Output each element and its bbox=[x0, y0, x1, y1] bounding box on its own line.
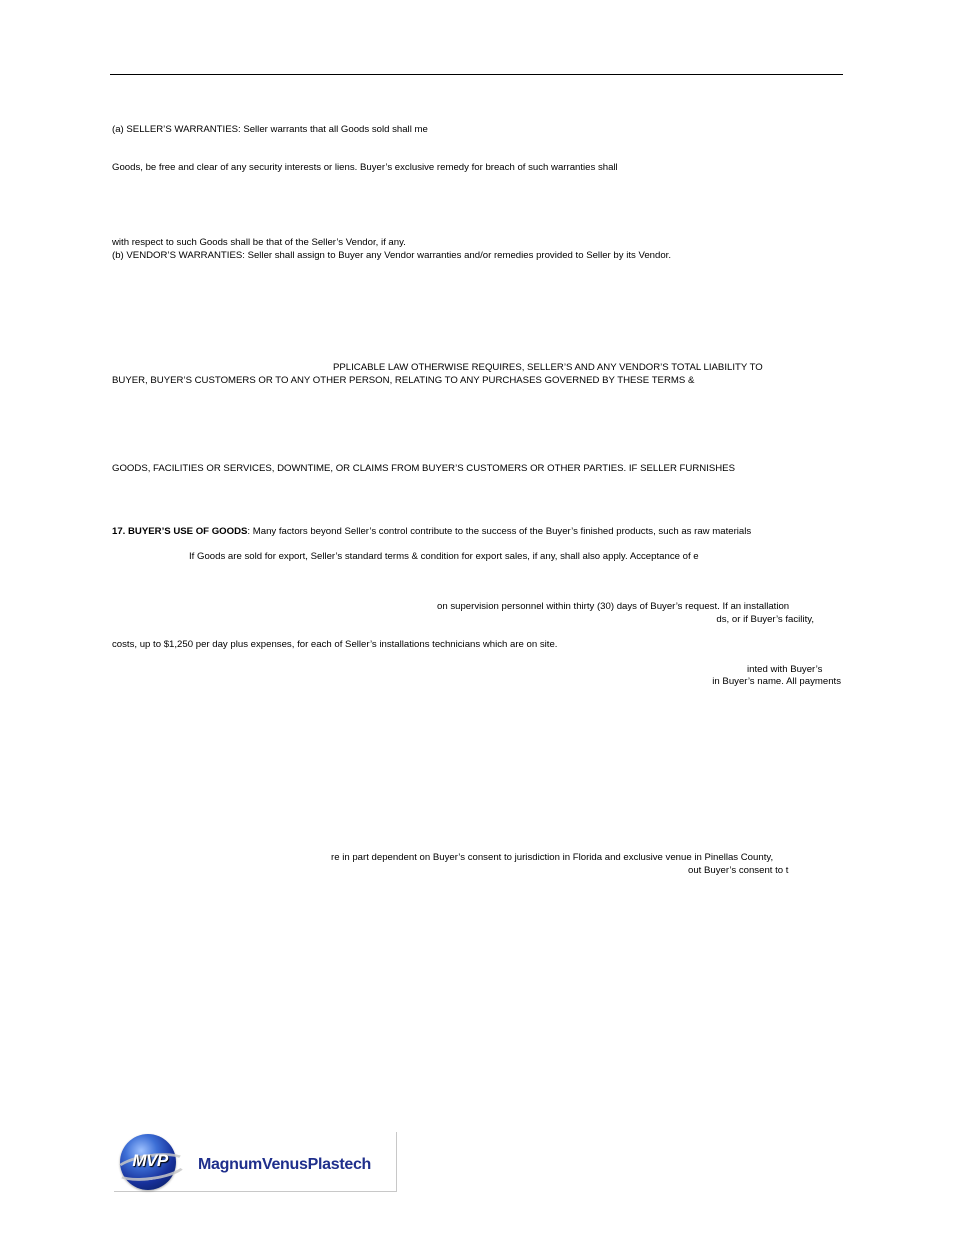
text-line-supervision: on supervision personnel within thirty (30) days of Buyer’s request. If an installation bbox=[437, 601, 790, 612]
section-17-text: : Many factors beyond Seller’s control contribute to the success of the Buyer’s finished products, such as raw materials bbox=[247, 526, 752, 537]
text-line-sellers-warranties: (a) SELLER’S WARRANTIES: Seller warrants that all Goods sold shall me bbox=[112, 124, 428, 135]
text-line-goods-facilities: GOODS, FACILITIES OR SERVICES, DOWNTIME, OR CLAIMS FROM BUYER’S CUSTOMERS OR OTHER PARTIES. IF SELLER FURNISHES bbox=[112, 463, 735, 474]
header-rule bbox=[110, 74, 843, 75]
text-line-export: If Goods are sold for export, Seller’s standard terms & condition for export sales, if any, shall also apply. Acceptance of e bbox=[189, 551, 699, 562]
text-line-buyers-name-payments: in Buyer’s name. All payments bbox=[712, 676, 841, 687]
text-line-buyer-customers: BUYER, BUYER’S CUSTOMERS OR TO ANY OTHER PERSON, RELATING TO ANY PURCHASES GOVERNED BY THESE TERMS & bbox=[112, 375, 695, 386]
text-line-jurisdiction: re in part dependent on Buyer’s consent to jurisdiction in Florida and exclusive venue in Pinellas County, bbox=[331, 852, 774, 863]
text-line-goods-free: Goods, be free and clear of any security interests or liens. Buyer’s exclusive remedy for breach of such warranties shall bbox=[112, 162, 618, 173]
text-line-vendors-warranties: (b) VENDOR’S WARRANTIES: Seller shall assign to Buyer any Vendor warranties and/or remedies provided to Seller by its Vendor. bbox=[112, 250, 671, 261]
text-line-inted-buyers: inted with Buyer’s bbox=[747, 664, 823, 675]
text-line-buyers-consent: out Buyer’s consent to t bbox=[688, 865, 789, 876]
text-line-buyers-use-of-goods bbox=[112, 526, 751, 538]
section-heading-17: 17. BUYER’S USE OF GOODS bbox=[112, 526, 248, 537]
company-logo bbox=[114, 1132, 397, 1192]
text-line-costs: costs, up to $1,250 per day plus expenses, for each of Seller’s installations technicians which are on site. bbox=[112, 639, 558, 650]
text-line-respect-goods: with respect to such Goods shall be that of the Seller’s Vendor, if any. bbox=[112, 237, 406, 248]
logo-company-name: MagnumVenusPlastech bbox=[198, 1156, 372, 1173]
text-line-applicable-law: PPLICABLE LAW OTHERWISE REQUIRES, SELLER’S AND ANY VENDOR’S TOTAL LIABILITY TO bbox=[333, 362, 763, 373]
text-line-buyers-facility: ds, or if Buyer’s facility, bbox=[716, 614, 814, 625]
logo-mark: MVP bbox=[132, 1151, 168, 1170]
